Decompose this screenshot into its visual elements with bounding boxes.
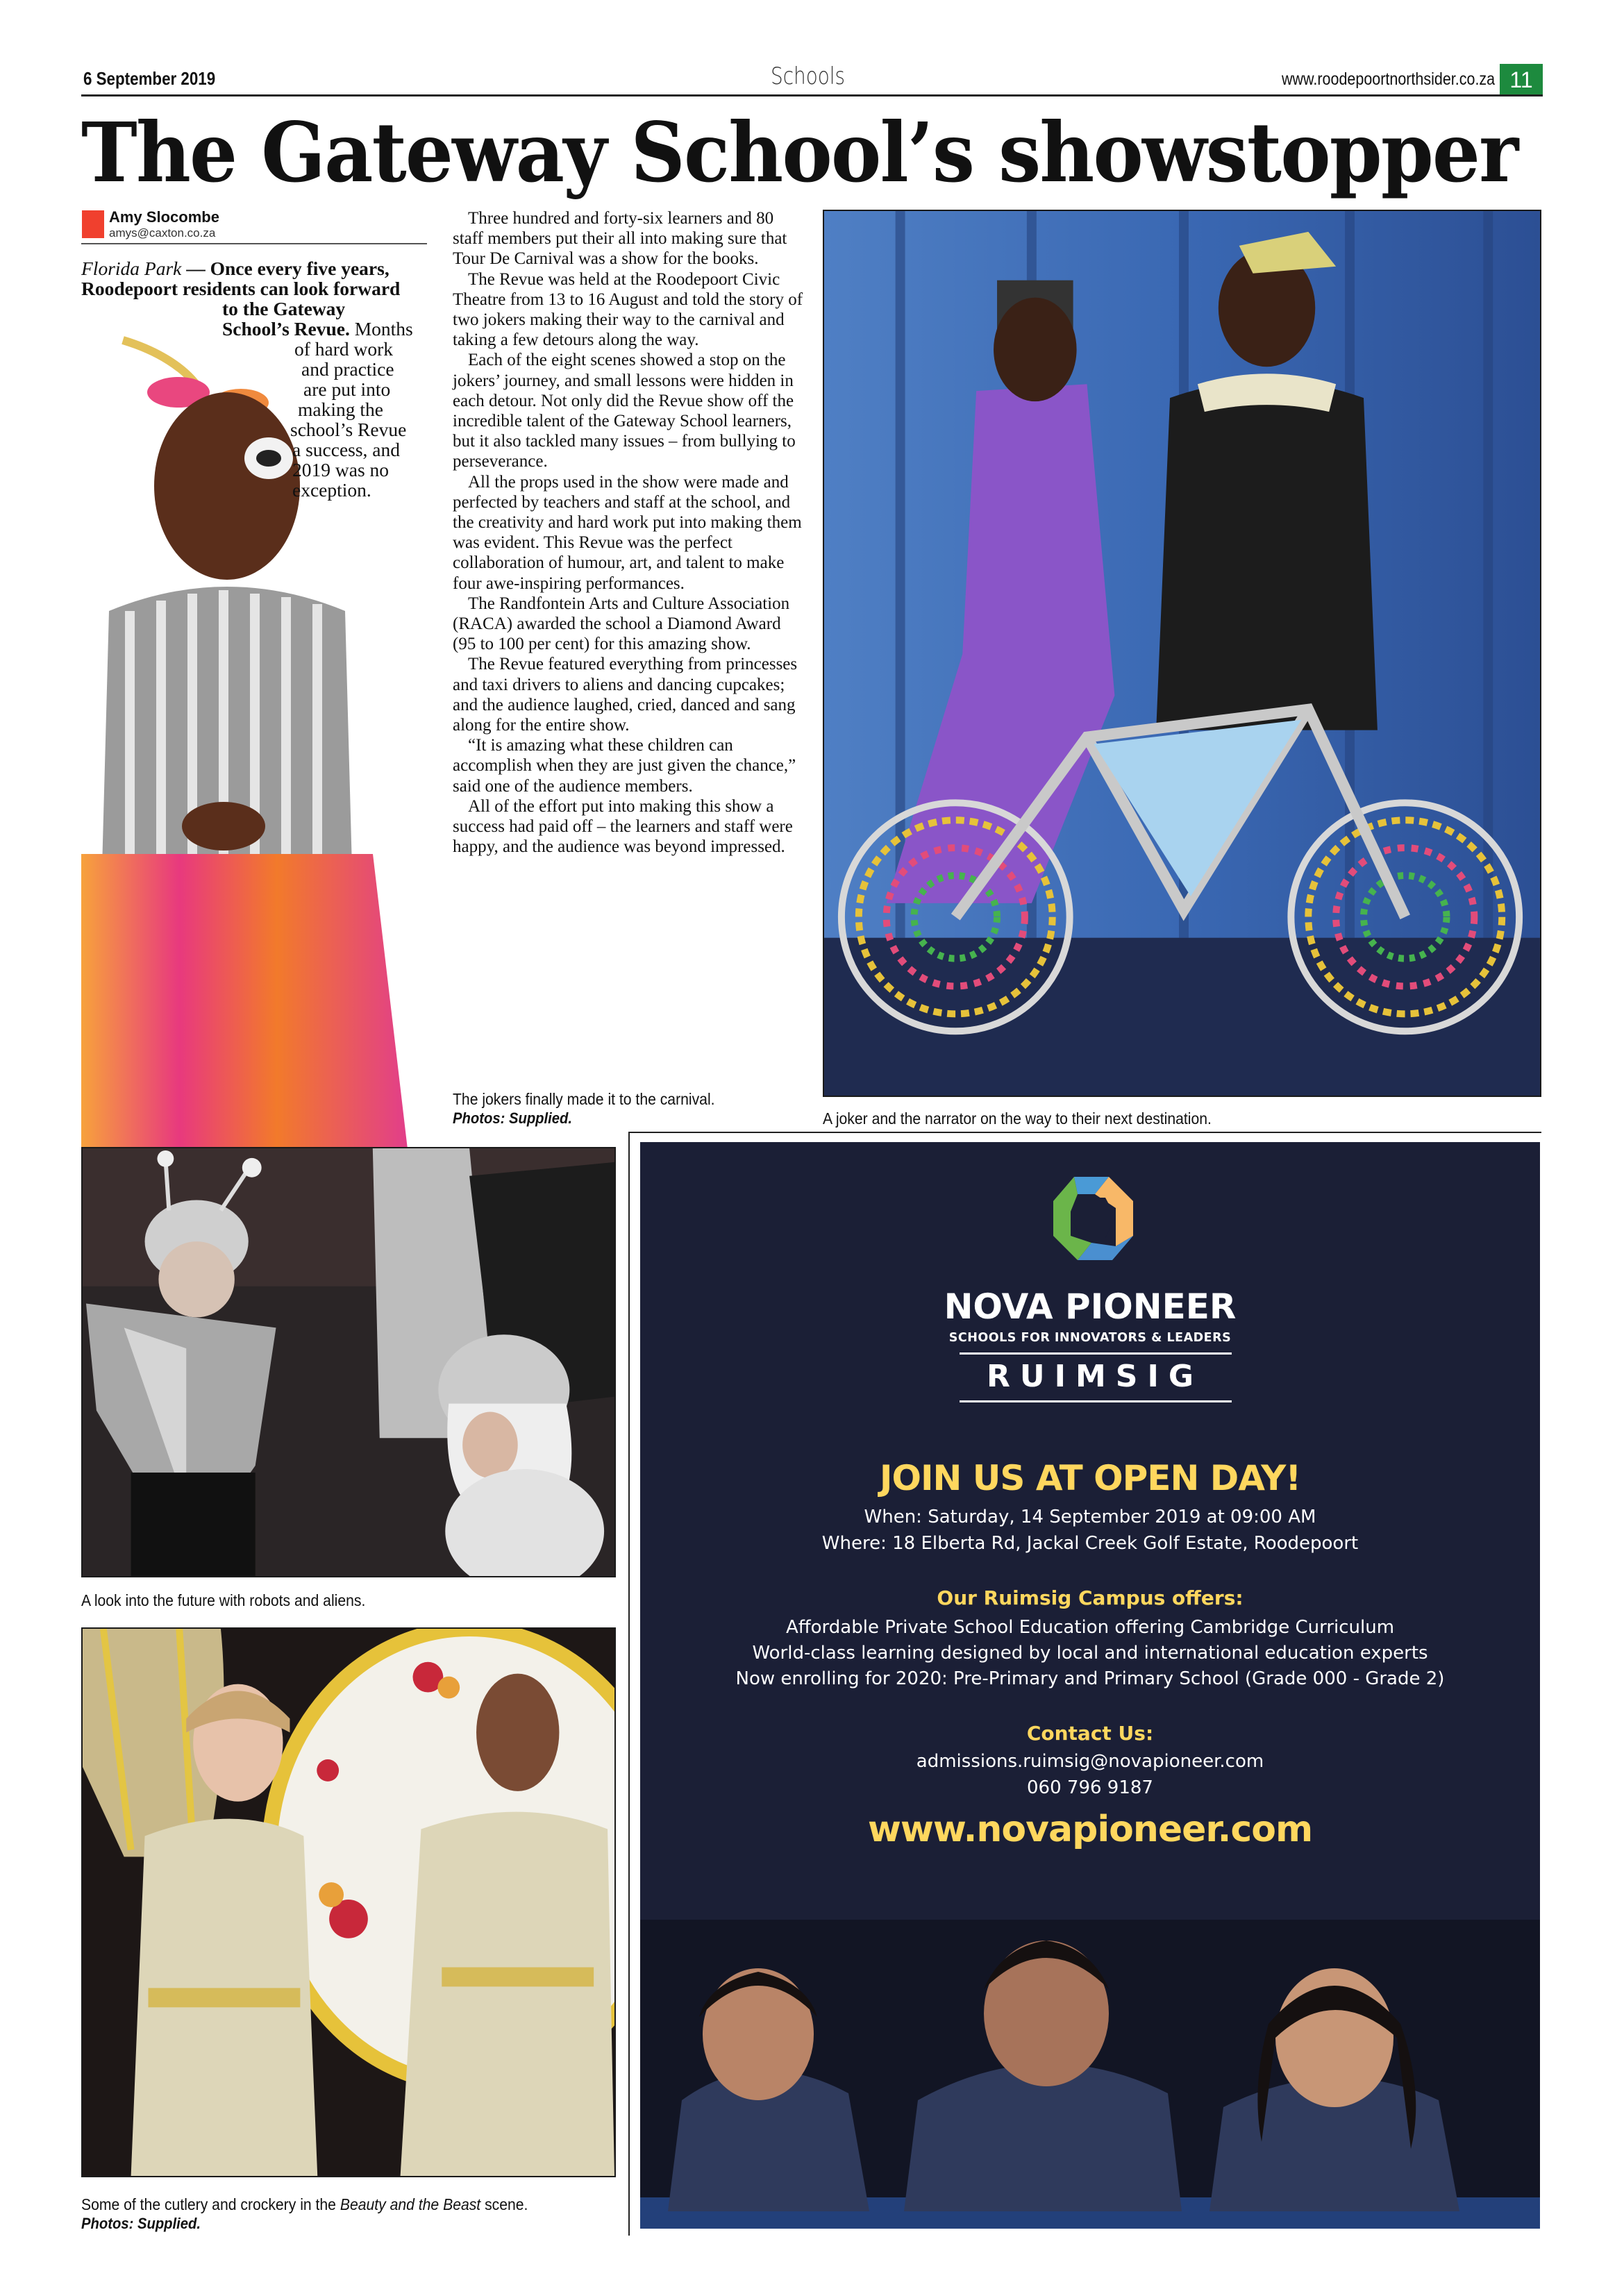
- paragraph: Each of the eight scenes showed a stop on the jokers’ journey, and small lessons were hidden in each detour. Not only did the Revue show off the incredible talent of the Gateway School learners, but it also tackled many issues – from bullying to perseverance.: [453, 351, 796, 471]
- photo-robots-aliens: [81, 1147, 616, 1577]
- ad-left-rule: [628, 1132, 630, 2236]
- ad-offer-item: Affordable Private School Education offering Cambridge Curriculum: [785, 1617, 1395, 1638]
- ad-brand-name: NOVA PIONEER: [944, 1287, 1237, 1327]
- photo-cutlery-crockery: [81, 1627, 616, 2177]
- page-number: 11: [1500, 64, 1543, 94]
- intro-line-8: making the: [298, 399, 383, 420]
- paragraph: The Revue was held at the Roodepoort Civic Theatre from 13 to 16 August and told the story of two jokers making their way to the carnival and taking a few detours along the way.: [453, 269, 803, 350]
- intro-line-5: of hard work: [294, 338, 394, 360]
- ad-where: Where: 18 Elberta Rd, Jackal Creek Golf Estate, Roodepoort: [821, 1533, 1359, 1554]
- dateline: Florida Park: [81, 258, 182, 279]
- intro-line-3: to the Gateway: [222, 298, 346, 319]
- paragraph: The Revue featured everything from princesses and taxi drivers to aliens and dancing cupcakes; and the audience laughed, cried, danced and sang along for the entire show.: [453, 655, 798, 735]
- photo-credit-2: Photos: Supplied.: [81, 2215, 201, 2232]
- intro-line-6: and practice: [301, 358, 394, 380]
- photo-jokers-bicycle: [823, 210, 1541, 1097]
- byline-color-mark: [82, 210, 104, 238]
- intro-line-7: are put into: [303, 378, 391, 400]
- ad-offer-item: Now enrolling for 2020: Pre-Primary and Primary School (Grade 000 - Grade 2): [735, 1668, 1445, 1689]
- intro-line-4: School’s Revue. Months: [222, 318, 413, 340]
- author-name: Amy Slocombe: [109, 208, 219, 226]
- ad-headline: JOIN US AT OPEN DAY!: [879, 1458, 1301, 1498]
- header-rule: [81, 94, 1543, 97]
- nova-pioneer-advertisement[interactable]: [640, 1142, 1540, 2229]
- ad-contact-title: Contact Us:: [1026, 1722, 1154, 1745]
- intro-line-10: a success, and: [292, 439, 401, 460]
- cutlery-illustration: [83, 1629, 614, 2176]
- ad-photo-children: [640, 1920, 1540, 2229]
- ad-rule-bottom: [960, 1400, 1232, 1402]
- ad-website-link[interactable]: www.novapioneer.com: [867, 1809, 1313, 1850]
- intro-line-9: school’s Revue: [290, 419, 407, 440]
- ad-offer-item: World-class learning designed by local and international education experts: [752, 1643, 1428, 1664]
- ad-campus-name: RUIMSIG: [987, 1359, 1203, 1394]
- ad-top-rule: [628, 1132, 1541, 1133]
- robots-illustration: [83, 1148, 614, 1576]
- ad-rule-top: [960, 1352, 1232, 1355]
- article-body: [453, 208, 803, 857]
- ad-when: When: Saturday, 14 September 2019 at 09:00 AM: [864, 1507, 1316, 1527]
- caption-narrator: A joker and the narrator on the way to their next destination.: [823, 1109, 1212, 1128]
- children-illustration: [640, 1920, 1540, 2229]
- nova-pioneer-logo-icon: [1046, 1170, 1140, 1267]
- ad-email[interactable]: admissions.ruimsig@novapioneer.com: [916, 1751, 1264, 1772]
- issue-date: 6 September 2019: [83, 68, 216, 89]
- byline-rule: [81, 243, 427, 244]
- paragraph: All of the effort put into making this show a success had paid off – the learners and staff were happy, and the audience was beyond impressed.: [453, 796, 793, 857]
- intro-line-11: 2019 was no: [292, 459, 390, 480]
- paragraph: “It is amazing what these children can accomplish when they are just given the chance,” said one of the audience members.: [453, 736, 796, 796]
- paragraph: All the props used in the show were made and perfected by teachers and staff at the school, and the creativity and hard work put into making them was evident. This Revue was the perfect collaboration of humour, art, and talent to make four awe-inspiring performances.: [453, 472, 802, 593]
- section-name: Schools: [771, 62, 846, 90]
- paragraph: The Randfontein Arts and Culture Association (RACA) awarded the school a Diamond Award (95 to 100 per cent) for this amazing show.: [453, 594, 790, 654]
- caption-cutlery: Some of the cutlery and crockery in the Beauty and the Beast scene.: [81, 2195, 528, 2213]
- photo-credit: Photos: Supplied.: [453, 1109, 573, 1127]
- intro-line-12: exception.: [292, 479, 371, 501]
- caption-robots: A look into the future with robots and aliens.: [81, 1591, 366, 1609]
- caption-jokers: The jokers finally made it to the carnival.: [453, 1090, 715, 1108]
- paragraph: Three hundred and forty-six learners and 80 staff members put their all into making sure that Tour De Carnival was a show for the books.: [453, 209, 787, 269]
- jokers-illustration: [824, 211, 1540, 1096]
- ad-tagline: SCHOOLS FOR INNOVATORS & LEADERS: [948, 1331, 1232, 1345]
- intro-line-1: Florida Park — Once every five years,: [81, 258, 390, 279]
- article-headline: The Gateway School’s showstopper: [81, 104, 1518, 201]
- ad-phone[interactable]: 060 796 9187: [1027, 1777, 1153, 1798]
- intro-line-2: Roodepoort residents can look forward: [81, 278, 401, 299]
- ad-offers-title: Our Ruimsig Campus offers:: [937, 1586, 1244, 1609]
- show-title: Beauty and the Beast: [340, 2195, 481, 2213]
- newspaper-website: www.roodepoortnorthsider.co.za: [1281, 69, 1495, 89]
- author-email[interactable]: amys@caxton.co.za: [109, 226, 216, 240]
